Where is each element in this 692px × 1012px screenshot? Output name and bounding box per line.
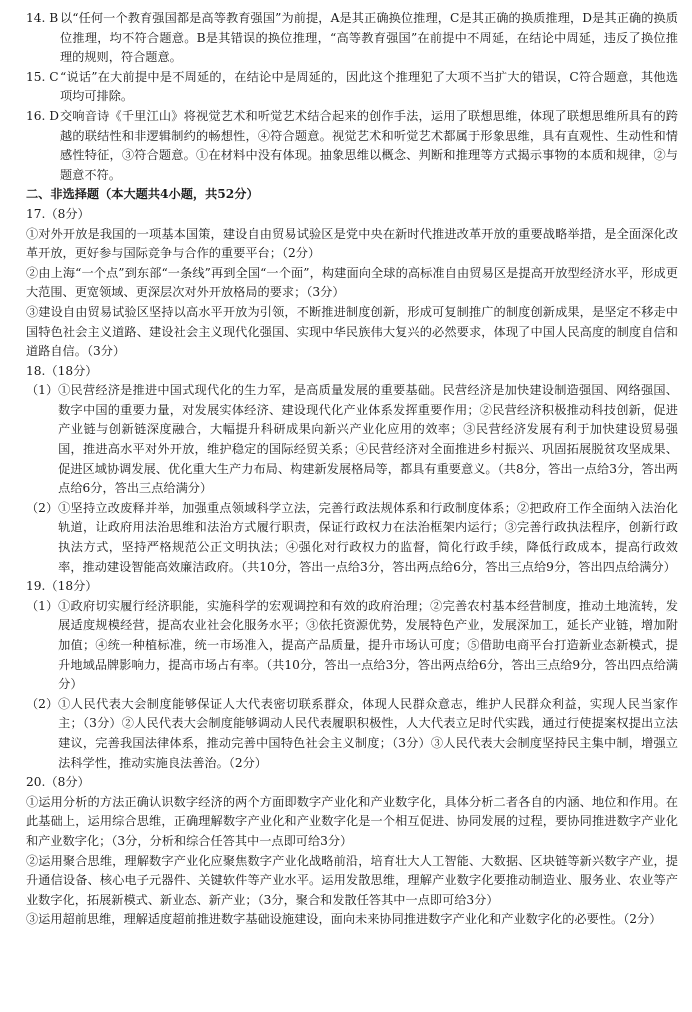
question-19 [26, 577, 678, 773]
mc-number: 16. D [26, 108, 60, 123]
mc-explanation: 交响音诗《千里江山》将视觉艺术和听觉艺术结合起来的创作手法，运用了联想思维，体现了联想思维所具有的跨越的联结性和非逻辑制约的畅想性，④符合题意。视觉艺术和听觉艺术都属于形象思维，具有直观性、生动性和情感性特征，③符合题意。①在材料中没有体现。抽象思维以概念、判断和推理等方式揭示事物的本质和规律，②与题意不符。 [60, 108, 678, 182]
sub-answer [26, 597, 678, 695]
answer-point: ①对外开放是我国的一项基本国策，建设自由贸易试验区是党中央在新时代推进改革开放的重要战略举措，是全面深化改革开放，更好参与国际竞争与合作的重要平台；（2分） [26, 226, 678, 261]
question-17 [26, 205, 678, 362]
answer-point: ②运用聚合思维，理解数字产业化应聚焦数字产业化战略前沿，培育壮大人工智能、大数据、区块链等新兴数字产业，提升通信设备、核心电子元器件、关键软件等产业水平。运用发散思维，理解产业数字化要推动制造业、服务业、农业等产业数字化，拓展新模式、新业态、新产业；（3分，聚合和发散任答其中一点即可给3分） [26, 853, 678, 907]
section-heading: 二、非选择题（本大题共4小题，共52分） [26, 187, 259, 202]
answer-point: ②由上海“一个点”到东部“一条线”再到全国“一个面”，构建面向全球的高标准自由贸易区是提高开放型经济水平，形成更大范围、更宽领域、更深层次对外开放格局的要求；（3分） [26, 265, 678, 300]
sub-answer [26, 695, 678, 773]
sub-answer-label: （1） [26, 598, 59, 613]
answer-point: ③运用超前思维，理解适度超前推进数字基础设施建设，面向未来协同推进数字产业化和产业数字化的必要性。（2分） [26, 912, 662, 927]
answer-point: ①运用分析的方法正确认识数字经济的两个方面即数字产业化和产业数字化，具体分析二者各自的内涵、地位和作用。在此基础上，运用综合思维，正确理解数字产业化和产业数字化是一个相互促进、协同发展的过程，要协同推进数字产业化和产业数字化；（3分，分析和综合任答其中一点即可给3分） [26, 794, 678, 848]
sub-answer-text: ①坚持立改废释并举，加强重点领域科学立法，完善行政法规体系和行政制度体系；②把政府工作全面纳入法治化轨道，让政府用法治思维和法治方式履行职责，保证行政权力在法治框架内运行；③完善行政执法程序，创新行政执法方式，坚持严格规范公正文明执法；④强化对行政权力的监督，简化行政手续，降低行政成本，提高行政效率，推动建设智能高效廉洁政府。（共10分，答出一点给3分，答出两点给6分，答出三点给9分，答出四点给满分） [58, 500, 678, 574]
mc-explanation: 以“任何一个教育强国都是高等教育强国”为前提，A是其正确换位推理，C是其正确的换质推理，D是其正确的换质位推理，均不符合题意。B是其错误的换位推理，“高等教育强国”在前提中不周延，在结论中周延，违反了换位推理的规则，符合题意。 [60, 11, 678, 65]
question-18 [26, 362, 678, 578]
mc-item-15 [26, 68, 678, 107]
sub-answer-text: ①政府切实履行经济职能，实施科学的宏观调控和有效的政府治理；②完善农村基本经营制度，推动土地流转，发展适度规模经营，提高农业社会化服务水平；③依托资源优势，发展特色产业，发展深加工，延长产业链，增加附加值；④统一种植标准，统一市场准入，提高产品质量，提升市场认可度；⑤借助电商平台打造新业态新模式，提升地域品牌影响力，提高市场占有率。（共10分，答出一点给3分，答出两点给6分，答出三点给9分，答出四点给满分） [58, 598, 678, 692]
mc-item-16 [26, 107, 678, 185]
sub-answer [26, 499, 678, 577]
sub-answer-label: （1） [26, 383, 59, 398]
mc-number: 15. C [26, 69, 59, 84]
sub-answer-label: （2） [26, 500, 59, 515]
sub-answer-text: ①人民代表大会制度能够保证人大代表密切联系群众，体现人民群众意志，维护人民群众利益，实现人民当家作主；（3分）②人民代表大会制度能够调动人民代表履职积极性，人大代表立足时代实践，通过行使提案权提出立法建议，完善我国法律体系，推动完善中国特色社会主义制度；（3分）③人民代表大会制度坚持民主集中制，增强立法科学性，推动实施良法善治。（2分） [58, 696, 678, 770]
mc-item-14 [26, 9, 678, 68]
question-heading: 18.（18分） [26, 363, 98, 378]
mc-explanation: “说话”在大前提中是不周延的，在结论中是周延的，因此这个推理犯了大项不当扩大的错误，C符合题意，其他选项均可排除。 [60, 69, 678, 104]
mc-number: 14. B [26, 11, 59, 25]
question-heading: 20.（8分） [26, 775, 90, 790]
question-20 [26, 773, 678, 930]
question-heading: 17.（8分） [26, 206, 90, 221]
sub-answer-label: （2） [26, 696, 59, 711]
sub-answer-text: ①民营经济是推进中国式现代化的生力军，是高质量发展的重要基础。民营经济是加快建设制造强国、网络强国、数字中国的重要力量，对发展实体经济、建设现代化产业体系发挥重要作用；②民营经济积极推动科技创新，促进产业链与创新链深度融合，大幅提升科研成果向新兴产业化应用的效率；③民营经济发展有利于加快建设贸易强国，推进高水平对外开放，维护稳定的国际经贸关系；④民营经济对全面推进乡村振兴、巩固拓展脱贫攻坚成果、促进区域协调发展、优化重大生产力布局、构建新发展格局等，都具有重要意义。（共8分，答出一点给3分，答出两点给6分，答出三点给满分） [58, 383, 678, 496]
question-heading: 19.（18分） [26, 579, 98, 594]
answer-point: ③建设自由贸易试验区坚持以高水平开放为引领，不断推进制度创新，形成可复制推广的制度创新成果，是坚定不移走中国特色社会主义道路、建设社会主义现代化强国、实现中华民族伟大复兴的必然要求，体现了中国人民高度的制度自信和道路自信。（3分） [26, 304, 678, 359]
sub-answer [26, 381, 678, 499]
